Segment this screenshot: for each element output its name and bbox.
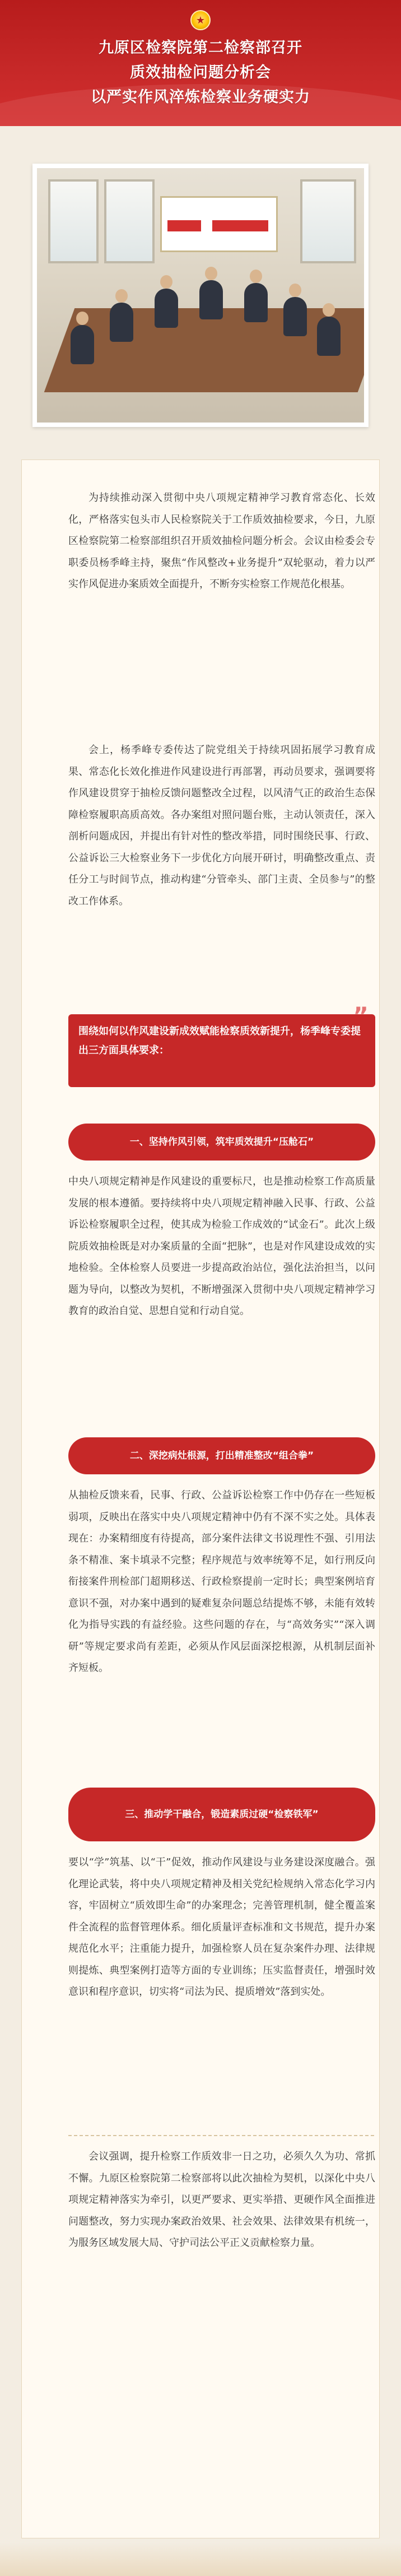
page-title	[0, 36, 401, 110]
person-figure	[317, 317, 341, 356]
meeting-paragraph: 会上，杨季峰专委传达了院党组关于持续巩固拓展学习教育成果、常态化长效化推进作风建设进行再部署，再动员要求，强调要将作风建设贯穿于抽检反馈问题整改全过程，以风清气正的政治生态保障检察履职高质高效。各办案组对照问题台账，主动认领责任，深入剖析问题成因，并提出有针对性的整改举措，同时围绕民事、行政、公益诉讼三大检察业务下一步优化方向展开研讨，明确整改重点、责任分工与时间节点，推动构建“分管牵头、部门主责、全员参与”的整改工作体系。	[68, 744, 375, 907]
wall-board	[160, 196, 278, 252]
section-1-heading: 一、坚持作风引领，筑牢质效提升“压舱石”	[68, 1124, 375, 1161]
quote-text: 围绕如何以作风建设新成效赋能检察质效新提升，杨季峰专委提出三方面具体要求：	[78, 1025, 361, 1056]
title-line-3: 以严实作风淬炼检察业务硬实力	[91, 89, 310, 106]
person-figure	[110, 303, 133, 342]
quote-box	[68, 1002, 375, 1087]
footer-decoration	[0, 2542, 401, 2576]
title-line-1: 九原区检察院第二检察部召开	[99, 39, 302, 57]
board-red-block	[212, 220, 268, 231]
intro-paragraph: 为持续推动深入贯彻中央八项规定精神学习教育常态化、长效化，严格落实包头市人民检察院关于工作质效抽检要求，今日，九原区检察院第二检察部组织召开质效抽检问题分析会。会议由检委会专职委员杨季峰主持，聚焦“作风整改+业务提升”双轮驱动，着力以严实作风促进办案质效全面提升，不断夯实检察工作规范化根基。	[68, 492, 375, 590]
section-2-heading: 二、深挖病灶根源，打出精准整改“组合拳”	[68, 1437, 375, 1474]
header-banner	[0, 0, 401, 126]
section-3-body: 要以“学”筑基、以“干”促效，推动作风建设与业务建设深度融合。强化理论武装，将中央八项规定精神及相关党纪检规纳入常态化学习内容，牢固树立“质效即生命”的办案理念；完善管理机制，健全覆盖案件全流程的监督管理体系。细化质量评查标准和文书规范，提升办案规范化水平；注重能力提升，加强检察人员在复杂案件办理、法律规则提炼、典型案例打造等方面的专业训练；压实监督责任，增强时效意识和程序意识，切实将“司法为民、提质增效”落到实处。	[68, 1856, 375, 1998]
window-shape	[48, 179, 99, 263]
section-3-heading: 三、推动学干融合，锻造素质过硬“检察铁军”	[68, 1788, 375, 1841]
quote-mark-icon: ”	[353, 1002, 369, 1029]
section-1-body: 中央八项规定精神是作风建设的重要标尺，也是推动检察工作高质量发展的根本遵循。要持续将中央八项规定精神融入民事、行政、公益诉讼检察履职全过程，使其成为检验工作成效的“试金石”。此次上级院质效抽检既是对办案质量的全面“把脉”，也是对作风建设成效的实地检验。全体检察人员要进一步提高政治站位，强化法治担当，以问题为导向，以整改为契机，不断增强深入贯彻中央八项规定精神学习教育的政治自觉、思想自觉和行动自觉。	[68, 1176, 375, 1317]
person-figure	[283, 297, 307, 336]
meeting-photo	[37, 168, 364, 423]
person-figure	[199, 280, 223, 319]
procuratorate-emblem-icon: ★	[190, 10, 211, 30]
section-divider	[68, 2135, 375, 2136]
section-2-body: 从抽检反馈来看，民事、行政、公益诉讼检察工作中仍存在一些短板弱项，反映出在落实中央八项规定精神中仍有不深不实之处。具体表现在：办案精细度有待提高，部分案件法律文书说理性不强、引用法条不精准、案卡填录不完整；程序规范与效率统筹不足，如行刑反向衔接案件刑检部门超期移送、行政检察提前一定时长；典型案例培育意识不强，对办案中遇到的疑难复杂问题总结提炼不够，未能有效转化为指导实践的有益经验。这些问题的存在，与“高效务实”“深入调研”等规定要求尚有差距，必须从作风层面深挖根源，从机制层面补齐短板。	[68, 1489, 375, 1674]
board-red-block	[167, 220, 201, 231]
person-figure	[244, 283, 268, 322]
meeting-photo-frame	[32, 164, 369, 427]
window-shape	[300, 179, 356, 263]
window-shape	[104, 179, 155, 263]
closing-paragraph: 会议强调，提升检察工作质效非一日之功，必须久久为功、常抓不懈。九原区检察院第二检察部将以此次抽检为契机，以深化中央八项规定精神落实为牵引，以更严要求、更实举措、更硬作风全面推进问题整改，努力实现办案政治效果、社会效果、法律效果有机统一，为服务区域发展大局、守护司法公平正义贡献检察力量。	[68, 2151, 375, 2249]
person-figure	[155, 289, 178, 328]
person-figure	[71, 325, 94, 364]
title-line-2: 质效抽检问题分析会	[130, 64, 271, 81]
